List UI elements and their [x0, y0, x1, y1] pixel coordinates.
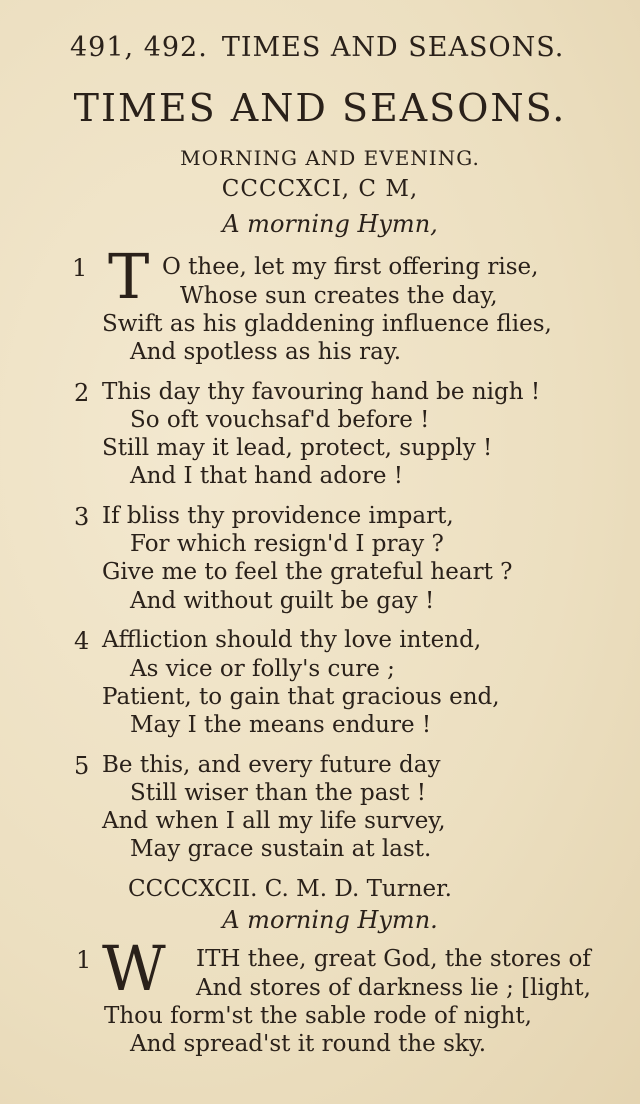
- verse-line: For which resign'd I pray ?: [130, 531, 444, 557]
- verse-line: Be this, and every future day: [102, 752, 441, 778]
- verse-line: May I the means endure !: [130, 712, 432, 738]
- verse-line: And spread'st it round the sky.: [130, 1031, 487, 1057]
- stanza-number: 2: [74, 379, 90, 407]
- verse-line: Whose sun creates the day,: [180, 283, 498, 309]
- verse-line: And when I all my life survey,: [102, 808, 446, 834]
- stanza-number: 5: [74, 752, 90, 780]
- verse-line: As vice or folly's cure ;: [130, 656, 395, 682]
- verse-line: And spotless as his ray.: [130, 339, 402, 365]
- stanza-number: 1: [76, 946, 92, 974]
- stanza-number: 3: [74, 503, 90, 531]
- verse-line: Still wiser than the past !: [130, 780, 427, 806]
- hymn-number-meter: CCCCXCII. C. M. D. Turner.: [128, 876, 452, 902]
- verse-line: O thee, let my first offering rise,: [162, 254, 539, 280]
- stanza-number: 1: [72, 254, 88, 282]
- verse-line: Thou form'st the sable rode of night,: [104, 1003, 532, 1029]
- verse-line: Patient, to gain that gracious end,: [102, 684, 500, 710]
- verse-line: Swift as his gladdening influence flies,: [102, 311, 552, 337]
- verse-line: And without guilt be gay !: [130, 588, 435, 614]
- subsection-title: MORNING AND EVENING.: [180, 146, 480, 170]
- verse-line: If bliss thy providence impart,: [102, 503, 454, 529]
- drop-cap: W: [102, 932, 166, 1005]
- drop-cap: T: [108, 240, 150, 313]
- page-numbers: 491, 492.: [70, 32, 208, 63]
- verse-line: May grace sustain at last.: [130, 836, 432, 862]
- verse-line: Still may it lead, protect, supply !: [102, 435, 493, 461]
- hymn-subtitle: A morning Hymn.: [222, 906, 438, 934]
- verse-line: ITH thee, great God, the stores of: [196, 946, 591, 972]
- verse-line: So oft vouchsaf'd before !: [130, 407, 430, 433]
- hymn-subtitle: A morning Hymn,: [222, 210, 438, 238]
- running-title: TIMES AND SEASONS.: [221, 32, 565, 63]
- hymn-number-meter: CCCCXCI, C M,: [221, 176, 419, 202]
- stanza-number: 4: [74, 627, 90, 655]
- verse-line: Give me to feel the grateful heart ?: [102, 559, 513, 585]
- verse-line: Affliction should thy love intend,: [102, 627, 482, 653]
- running-header: [70, 32, 564, 63]
- verse-line: This day thy favouring hand be nigh !: [102, 379, 541, 405]
- verse-line: And stores of darkness lie ; [light,: [196, 975, 591, 1001]
- section-title: TIMES AND SEASONS.: [73, 86, 567, 130]
- verse-line: And I that hand adore !: [130, 463, 403, 489]
